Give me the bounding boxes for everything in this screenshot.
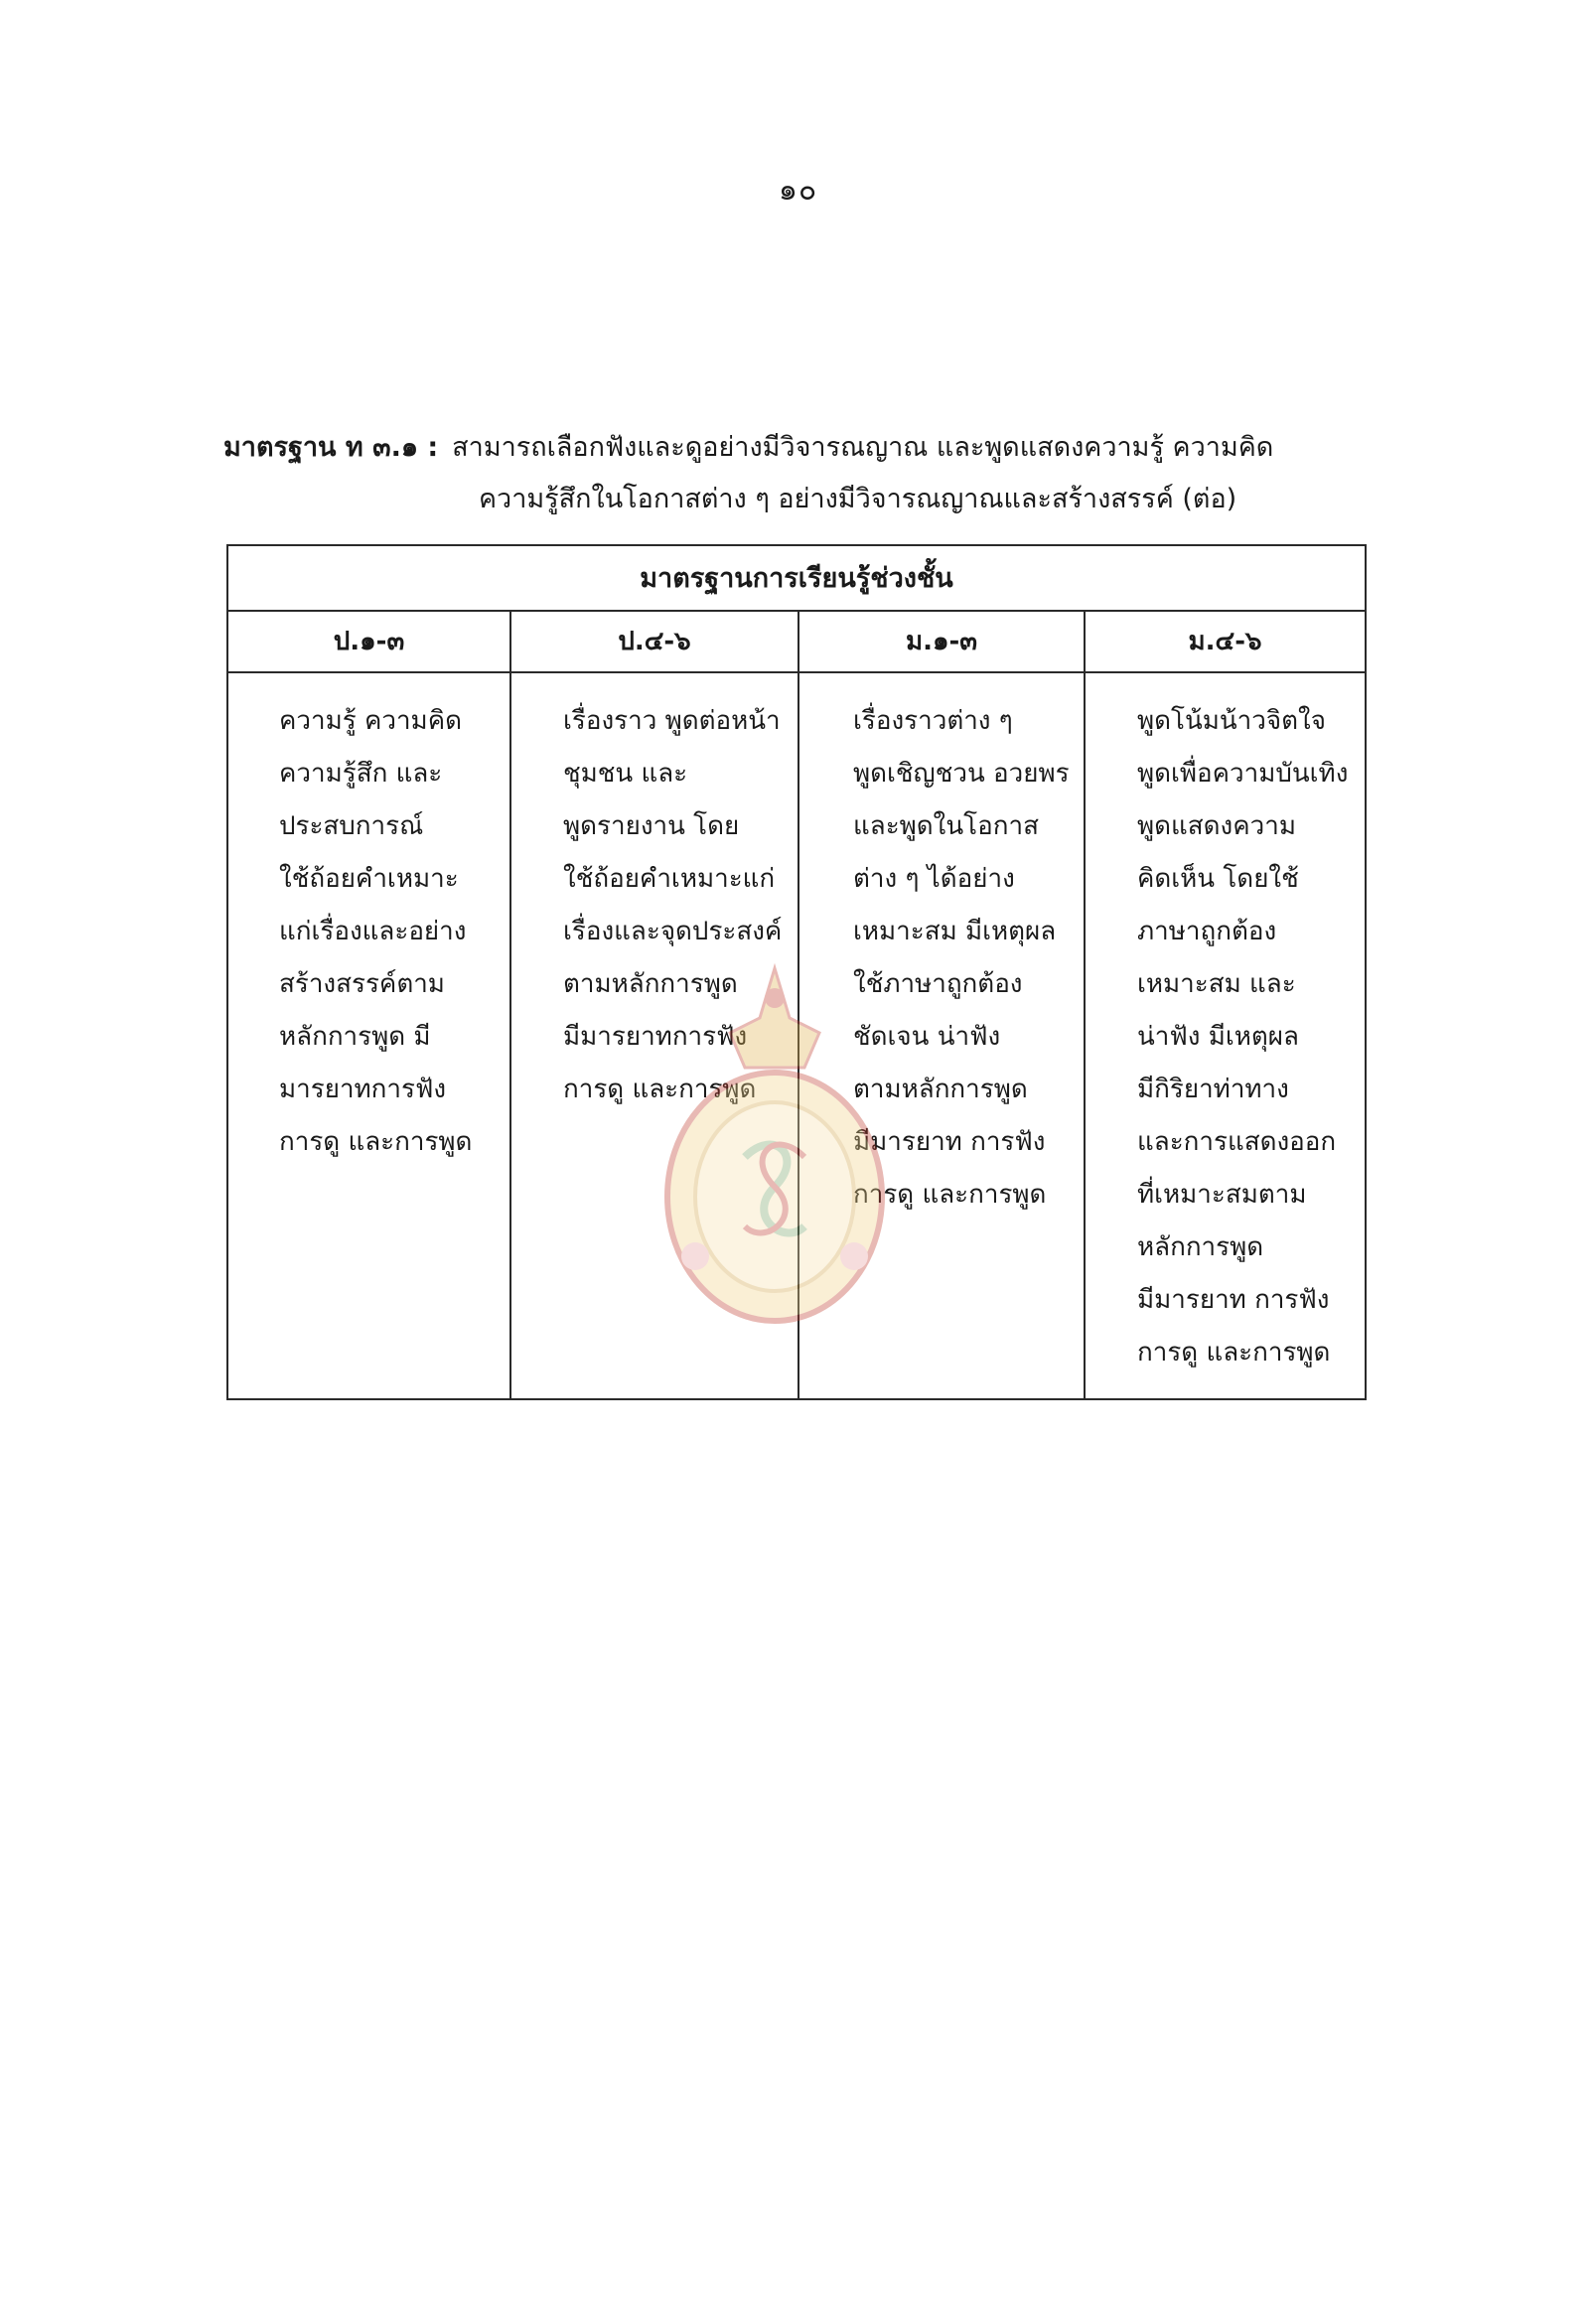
column-header-m4-6: ม.๔-๖ (1188, 627, 1262, 656)
cell-text-line: แก่เรื่องและอย่าง (279, 917, 467, 946)
standard-heading (223, 422, 1376, 525)
standard-text-line-1: สามารถเลือกฟังและดูอย่างมีวิจารณญาณ และพูดแสดงความรู้ ความคิด (452, 432, 1274, 463)
cell-text-line: เหมาะสม และ (1137, 969, 1296, 999)
table-cell-p4-6 (511, 673, 799, 1398)
cell-text-line: น่าฟัง มีเหตุผล (1137, 1022, 1299, 1052)
cell-text-line: การดู และการพูด (853, 1180, 1047, 1210)
standard-code: มาตรฐาน ท ๓.๑ : (223, 432, 439, 463)
table-cell-p1-3 (228, 673, 511, 1398)
cell-text-line: และพูดในโอกาส (853, 811, 1039, 841)
cell-text-line: การดู และการพูด (563, 1075, 757, 1104)
cell-text-line: พูดแสดงความ (1137, 811, 1296, 841)
cell-text-line: ต่าง ๆ ได้อย่าง (853, 864, 1015, 894)
cell-text-line: พูดเพื่อความบันเทิง (1137, 759, 1349, 789)
column-header-p1-3: ป.๑-๓ (228, 612, 511, 671)
column-header-m1-3: ม.๑-๓ (799, 612, 1086, 671)
cell-text-line: ที่เหมาะสมตาม (1137, 1180, 1307, 1210)
cell-text-line: ความรู้ ความคิด (279, 706, 462, 736)
cell-text-line: หลักการพูด (1137, 1232, 1264, 1262)
cell-text-line: ใช้ถ้อยคำเหมาะ (279, 864, 459, 894)
page-number: ๑๐ (778, 173, 818, 208)
standard-heading-line-2 (223, 474, 1376, 525)
cell-text-line: สร้างสรรค์ตาม (279, 969, 445, 999)
cell-text-line: พูดโน้มน้าวจิตใจ (1137, 706, 1326, 736)
cell-text-line: มีมารยาท การฟัง (1137, 1285, 1330, 1315)
table-title: มาตรฐานการเรียนรู้ช่วงชั้น (228, 546, 1365, 612)
cell-text-line: เรื่องราวต่าง ๆ (853, 706, 1013, 736)
cell-text-line: ภาษาถูกต้อง (1137, 917, 1277, 946)
learning-standards-table (226, 544, 1367, 1400)
cell-text-line: พูดเชิญชวน อวยพร (853, 759, 1070, 789)
standard-heading-line-1 (223, 422, 1376, 474)
standard-text-line-2: ความรู้สึกในโอกาสต่าง ๆ อย่างมีวิจารณญาณและสร้างสรรค์ (ต่อ) (479, 484, 1237, 514)
cell-text-line: ประสบการณ์ (279, 811, 424, 841)
column-header-p4-6: ป.๔-๖ (511, 612, 799, 671)
cell-text-line: ชุมชน และ (563, 759, 688, 789)
cell-text-line: การดู และการพูด (279, 1127, 473, 1157)
cell-text-line: หลักการพูด มี (279, 1022, 431, 1052)
cell-text-line: การดู และการพูด (1137, 1338, 1331, 1367)
cell-text-line: และการแสดงออก (1137, 1127, 1337, 1157)
cell-text-line: คิดเห็น โดยใช้ (1137, 864, 1299, 894)
table-body-row (228, 673, 1365, 1398)
table-cell-m4-6 (1086, 673, 1365, 1398)
cell-text-line: ตามหลักการพูด (853, 1075, 1028, 1104)
table-cell-m1-3 (799, 673, 1086, 1398)
table-header-row (228, 612, 1365, 673)
cell-text-line: ชัดเจน น่าฟัง (853, 1022, 1001, 1052)
cell-text-line: มารยาทการฟัง (279, 1075, 447, 1104)
cell-text-line: มีกิริยาท่าทาง (1137, 1075, 1289, 1104)
cell-text-line: ความรู้สึก และ (279, 759, 443, 789)
cell-text-line: ใช้ถ้อยคำเหมาะแก่ (563, 864, 776, 894)
cell-text-line: พูดรายงาน โดย (563, 811, 740, 841)
cell-text-line: ใช้ภาษาถูกต้อง (853, 969, 1023, 999)
cell-text-line: มีมารยาท การฟัง (853, 1127, 1046, 1157)
cell-text-line: เหมาะสม มีเหตุผล (853, 917, 1057, 946)
cell-text-line: ตามหลักการพูด (563, 969, 738, 999)
cell-text-line: มีมารยาทการฟัง (563, 1022, 748, 1052)
cell-text-line: เรื่องและจุดประสงค์ (563, 917, 783, 946)
cell-text-line: เรื่องราว พูดต่อหน้า (563, 706, 781, 736)
